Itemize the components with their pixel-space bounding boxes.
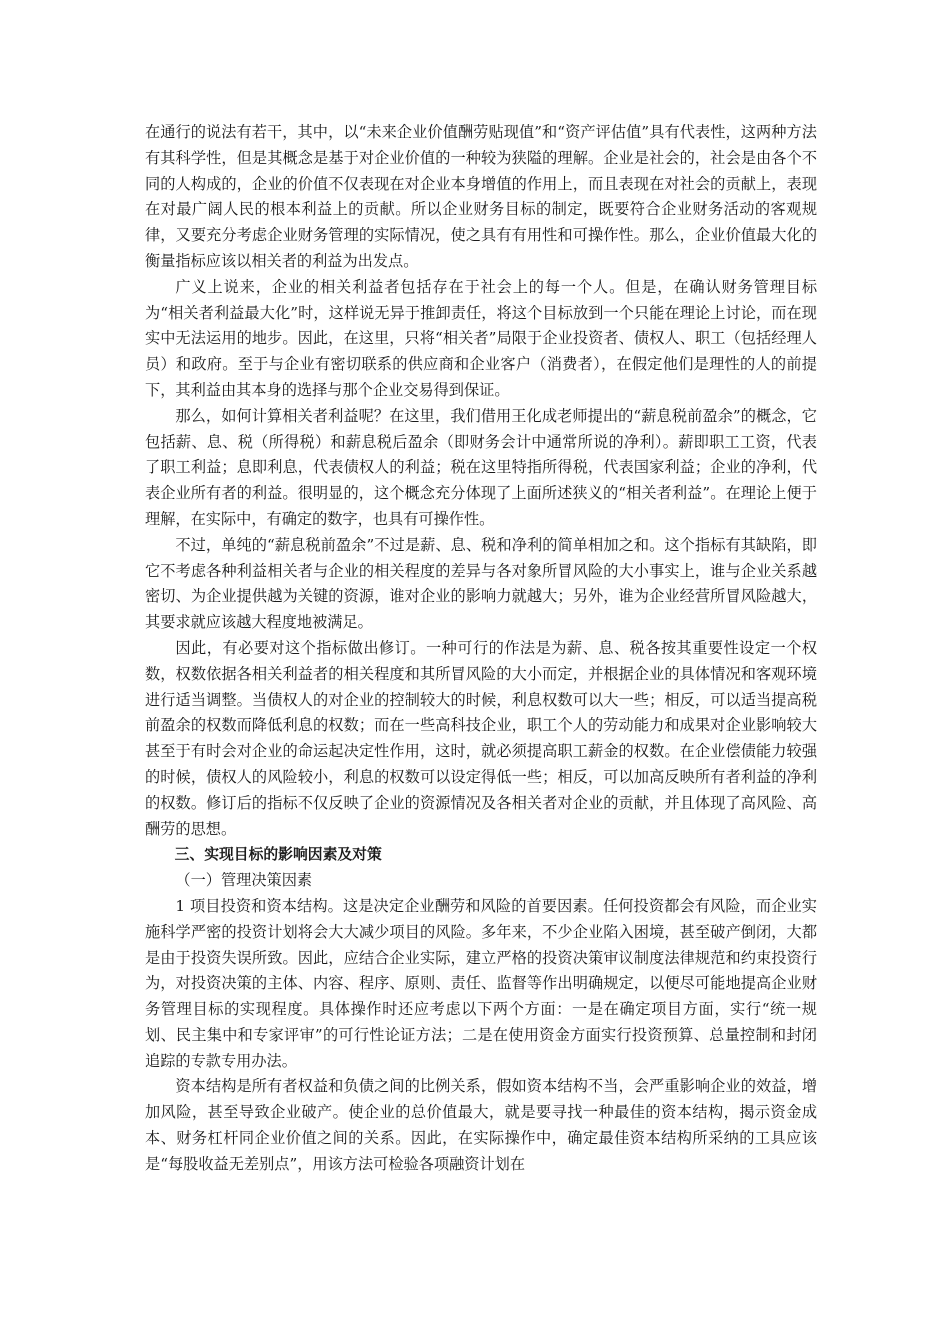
paragraph-4: 不过，单纯的“薪息税前盈余”不过是薪、息、税和净利的简单相加之和。这个指标有其缺陷，即它不考虑各种利益相关者与企业的相关程度的差异与各对象所冒风险的大小事实上，谁与企业关系越密切、为企业提供越为关键的资源，谁对企业的影响力就越大；另外，谁为企业经营所冒风险越大，其要求就应该越大程度地被满足。: [145, 535, 817, 632]
paragraph-1: 在通行的说法有若干，其中，以“未来企业价值酬劳贴现值”和“资产评估值”具有代表性，这两种方法有其科学性，但是其概念是基于对企业价值的一种较为狭隘的理解。企业是社会的，社会是由各个不同的人构成的，企业的价值不仅表现在对企业本身增值的作用上，而且表现在对社会的贡献上，表现在对最广阔人民的根本利益上的贡献。所以企业财务目标的制定，既要符合企业财务活动的客观规律，又要充分考虑企业财务管理的实际情况，使之具有有用性和可操作性。那么，企业价值最大化的衡量指标应该以相关者的利益为出发点。: [145, 123, 817, 270]
paragraph-2: 广义上说来，企业的相关利益者包括存在于社会上的每一个人。但是，在确认财务管理目标为“相关者利益最大化”时，这样说无异于推卸责任，将这个目标放到一个只能在理论上讨论，而在现实中无法运用的地步。因此，在这里，只将“相关者”局限于企业投资者、债权人、职工（包括经理人员）和政府。至于与企业有密切联系的供应商和企业客户（消费者），在假定他们是理性的人的前提下，其利益由其本身的选择与那个企业交易得到保证。: [145, 277, 817, 399]
paragraph-7: 资本结构是所有者权益和负债之间的比例关系，假如资本结构不当，会严重影响企业的效益，增加风险，甚至导致企业破产。使企业的总价值最大，就是要寻找一种最佳的资本结构，揭示资金成本、财务杠杆同企业价值之间的关系。因此，在实际操作中，确定最佳资本结构所采纳的工具应该是“每股收益无差别点”，用该方法可检验各项融资计划在: [145, 1077, 817, 1173]
paragraph-6: 1 项目投资和资本结构。这是决定企业酬劳和风险的首要因素。任何投资都会有风险，而企业实施科学严密的投资计划将会大大减少项目的风险。多年来，不少企业陷入困境，甚至破产倒闭，大都是由于投资失误所致。因此，应结合企业实际，建立严格的投资决策审议制度法律规范和约束投资行为，对投资决策的主体、内容、程序、原则、责任、监督等作出明确规定，以便尽可能地提高企业财务管理目标的实现程度。具体操作时还应考虑以下两个方面：一是在确定项目方面，实行“统一规划、民主集中和专家评审”的可行性论证方法；二是在使用资金方面实行投资预算、总量控制和封闭追踪的专款专用办法。: [145, 896, 817, 1070]
paragraph-3: 那么，如何计算相关者利益呢？在这里，我们借用王化成老师提出的“薪息税前盈余”的概念，它包括薪、息、税（所得税）和薪息税后盈余（即财务会计中通常所说的净利）。薪即职工工资，代表了职工利益；息即利息，代表债权人的利益；税在这里特指所得税，代表国家利益；企业的净利，代表企业所有者的利益。很明显的，这个概念充分体现了上面所述狭义的“相关者利益”。在理论上便于理解，在实际中，有确定的数字，也具有可操作性。: [145, 406, 817, 528]
section-heading: 三、实现目标的影响因素及对策: [174, 846, 382, 864]
section-subheading: （一）管理决策因素: [175, 871, 313, 890]
document-page: [145, 120, 817, 1178]
paragraph-5: 因此，有必要对这个指标做出修订。一种可行的作法是为薪、息、税各按其重要性设定一个权数，权数依据各相关利益者的相关程度和其所冒风险的大小而定，并根据企业的具体情况和客观环境进行适当调整。当债权人的对企业的控制较大的时候，利息权数可以大一些；相反，可以适当提高税前盈余的权数而降低利息的权数；而在一些高科技企业，职工个人的劳动能力和成果对企业影响较大甚至于有时会对企业的命运起决定性作用，这时，就必须提高职工薪金的权数。在企业偿债能力较强的时候，债权人的风险较小，利息的权数可以设定得低一些；相反，可以加高反映所有者利益的净利的权数。修订后的指标不仅反映了企业的资源情况及各相关者对企业的贡献，并且体现了高风险、高酬劳的思想。: [145, 638, 817, 838]
